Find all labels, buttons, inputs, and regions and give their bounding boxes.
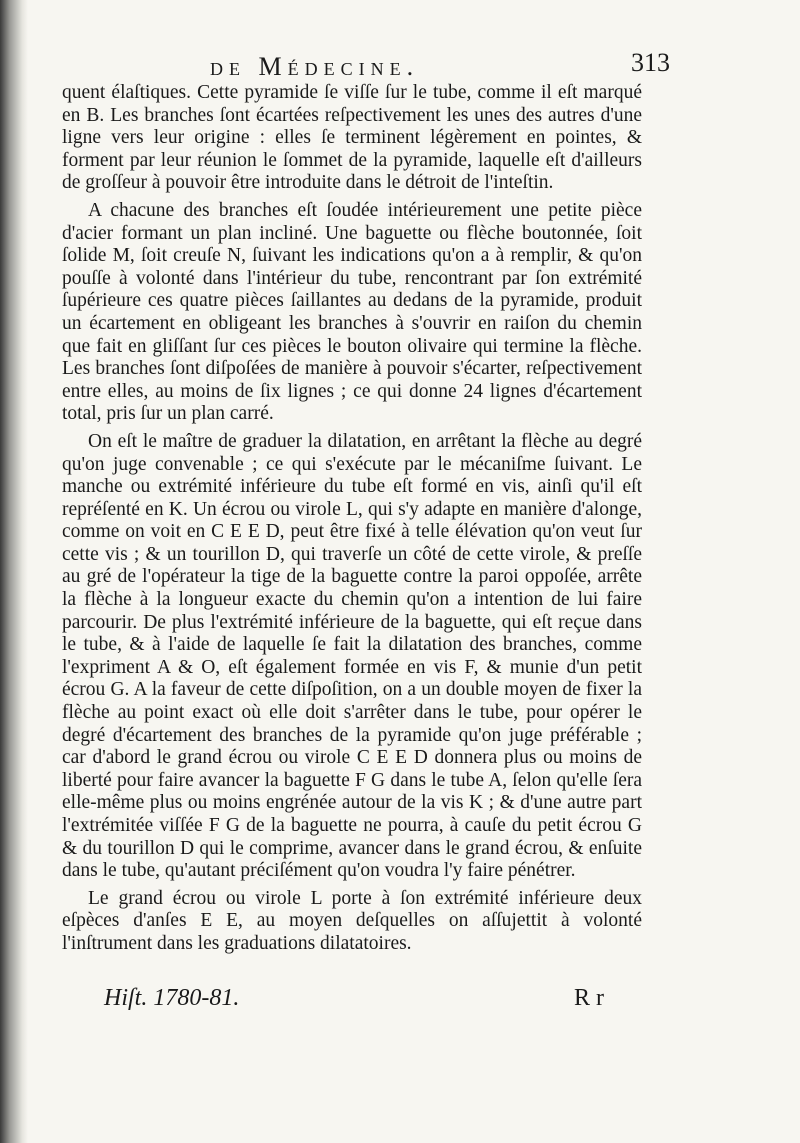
running-title: de Médecine. <box>210 52 420 81</box>
paragraph: On eſt le maître de graduer la dilatation, en arrêtant la flèche au degré qu'on juge convenable ; ce qui s'exécute par le mécaniſme ſuivant. Le manche ou extrémité inférieure du tube eſt formé en vis, ainſi qu'il eſt repréſenté en K. Un écrou ou virole L, qui s'y adapte en manière d'alonge, comme on voit en C E E D, peut être fixé à telle élévation qu'on veut ſur cette vis ; & un tourillon D, qui traverſe un côté de cette virole, & preſſe au gré de l'opérateur la tige de la baguette contre la paroi oppoſée, arrête la flèche à la longueur exacte du chemin qu'on a intention de lui faire parcourir. De plus l'extrémité inférieure de la baguette, qui eſt reçue dans le tube, & à l'aide de laquelle ſe fait la dilatation des branches, comme l'expriment A & O, eſt également formée en vis F, & munie d'un petit écrou G. A la faveur de cette diſpoſition, on a un double moyen de fixer la flèche au point exact où elle doit s'arrêter dans le tube, pour opérer le degré d'écartement des branches de la pyramide qu'on juge préférable ; car d'abord le grand écrou ou virole C E E D donnera plus ou moins de liberté pour faire avancer la baguette F G dans le tube A, ſelon qu'elle ſera elle-même plus ou moins engrénée autour de la vis K ; & d'une autre part l'extrémitée viſſée F G de la baguette ne pourra, à cauſe du petit écrou G & du tourillon D qui le comprime, avancer dans le grand écrou, & enſuite dans le tube, qu'autant préciſément qu'on voudra l'y faire pénétrer. <box>62 430 642 882</box>
signature-mark: R r <box>574 985 604 1011</box>
binding-gutter-shadow <box>0 0 28 1143</box>
paragraph: A chacune des branches eſt ſoudée intérieurement une petite pièce d'acier formant un plan incliné. Une baguette ou flèche boutonnée, ſoit ſolide M, ſoit creuſe N, ſuivant les indications qu'on a à remplir, & qu'on pouſſe à volonté dans l'intérieur du tube, rencontrant par ſon extrémité ſupérieure ces quatre pièces ſaillantes au dedans de la pyramide, produit un écartement en obligeant les branches à s'ouvrir en raiſon du chemin que fait en gliſſant ſur ces pièces le bouton olivaire qui termine la flèche. Les branches ſont diſpoſées de manière à pouvoir s'écarter, reſpectivement entre elles, au moins de ſix lignes ; ce qui donne 24 lignes d'écartement total, pris ſur un plan carré. <box>62 199 642 425</box>
paragraph-continued: quent élaſtiques. Cette pyramide ſe viſſe ſur le tube, comme il eſt marqué en B. Les branches ſont écartées reſpectivement les unes des autres d'une ligne vers leur origine : elles ſe terminent légèrement en pointes, & forment par leur réunion le ſommet de la pyramide, laquelle eſt d'ailleurs de groſſeur à pouvoir être introduite dans le détroit de l'inteſtin. <box>62 82 642 194</box>
page-body-text <box>62 82 642 956</box>
paragraph: Le grand écrou ou virole L porte à ſon extrémité inférieure deux eſpèces d'anſes E E, au moyen deſquelles on aſſujettit à volonté l'inſtrument dans les graduations dilatatoires. <box>62 887 642 954</box>
page-footer <box>104 985 604 1025</box>
volume-note: Hiſt. 1780-81. <box>104 985 240 1011</box>
page-number: 313 <box>631 48 670 77</box>
